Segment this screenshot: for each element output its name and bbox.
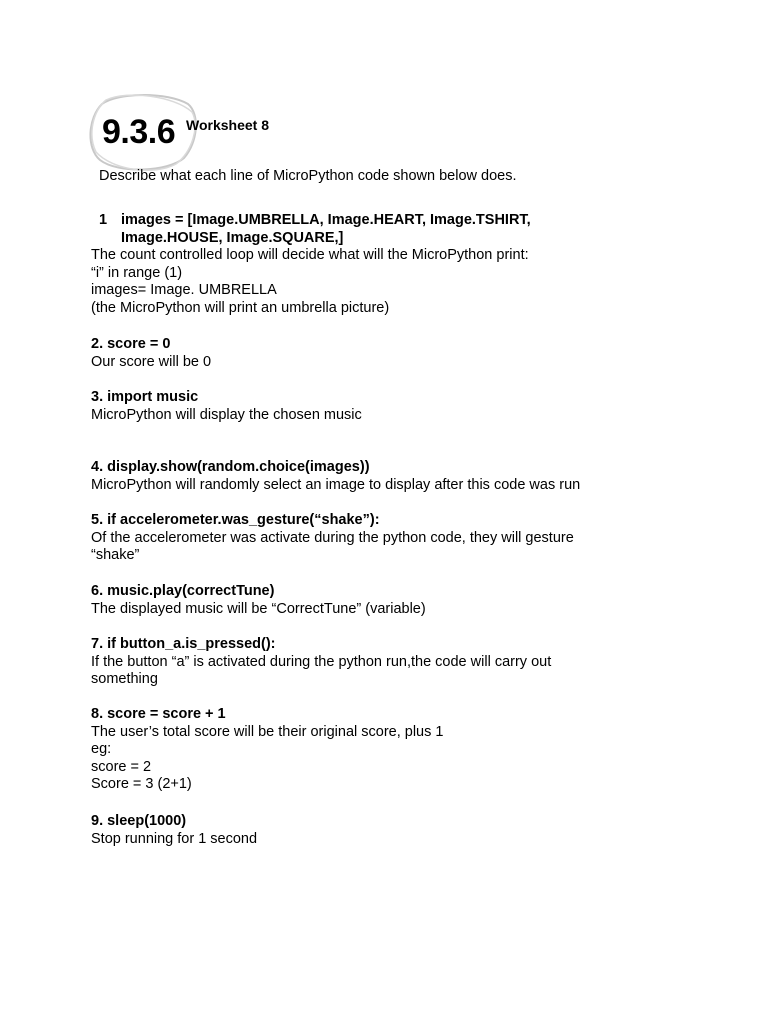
question-code: 6. music.play(correctTune) xyxy=(91,583,275,599)
answer-line: “shake” xyxy=(91,547,140,564)
answer-line: eg: xyxy=(91,741,112,758)
lesson-number: 9.3.6 xyxy=(102,113,176,151)
answer-line: The displayed music will be “CorrectTune” (variable) xyxy=(91,600,426,617)
question-9 xyxy=(91,813,631,848)
question-code: 4. display.show(random.choice(images)) xyxy=(91,459,370,475)
question-1 xyxy=(91,212,611,318)
question-code: 9. sleep(1000) xyxy=(91,813,187,829)
question-7 xyxy=(91,636,631,689)
answer-line: Score = 3 (2+1) xyxy=(91,776,192,793)
question-code: 8. score = score + 1 xyxy=(91,706,226,722)
code-line: Image.HOUSE, Image.SQUARE,] xyxy=(121,229,344,246)
answer-line: Stop running for 1 second xyxy=(91,830,258,847)
question-code: 3. import music xyxy=(91,389,199,405)
question-number: 1 xyxy=(99,212,108,228)
answer-line: Our score will be 0 xyxy=(91,353,212,370)
question-3 xyxy=(91,389,631,424)
instructions: Describe what each line of MicroPython code shown below does. xyxy=(99,168,517,184)
question-8 xyxy=(91,706,631,794)
question-2 xyxy=(91,336,631,371)
question-4 xyxy=(91,459,631,494)
lesson-badge xyxy=(88,92,198,172)
answer-line: Of the accelerometer was activate during the python code, they will gesture xyxy=(91,529,574,546)
answer-line: If the button “a” is activated during the python run,the code will carry out xyxy=(91,653,552,670)
question-6 xyxy=(91,583,631,618)
answer-line: “i” in range (1) xyxy=(91,264,183,281)
question-5 xyxy=(91,512,631,565)
question-1-code xyxy=(91,212,611,247)
code-line: images = [Image.UMBRELLA, Image.HEART, Image.TSHIRT, xyxy=(121,212,531,228)
answer-line: The user’s total score will be their original score, plus 1 xyxy=(91,723,444,740)
answer-line: images= Image. UMBRELLA xyxy=(91,282,277,299)
question-code: 2. score = 0 xyxy=(91,336,171,352)
answer-line: MicroPython will display the chosen music xyxy=(91,406,362,423)
question-code: 7. if button_a.is_pressed(): xyxy=(91,636,276,652)
answer-line: MicroPython will randomly select an image to display after this code was run xyxy=(91,476,581,493)
worksheet-title: Worksheet 8 xyxy=(186,117,269,133)
answer-line: The count controlled loop will decide what will the MicroPython print: xyxy=(91,247,529,264)
answer-line: score = 2 xyxy=(91,758,152,775)
answer-line: something xyxy=(91,671,158,688)
answer-line: (the MicroPython will print an umbrella picture) xyxy=(91,299,390,316)
question-code: 5. if accelerometer.was_gesture(“shake”): xyxy=(91,512,380,528)
